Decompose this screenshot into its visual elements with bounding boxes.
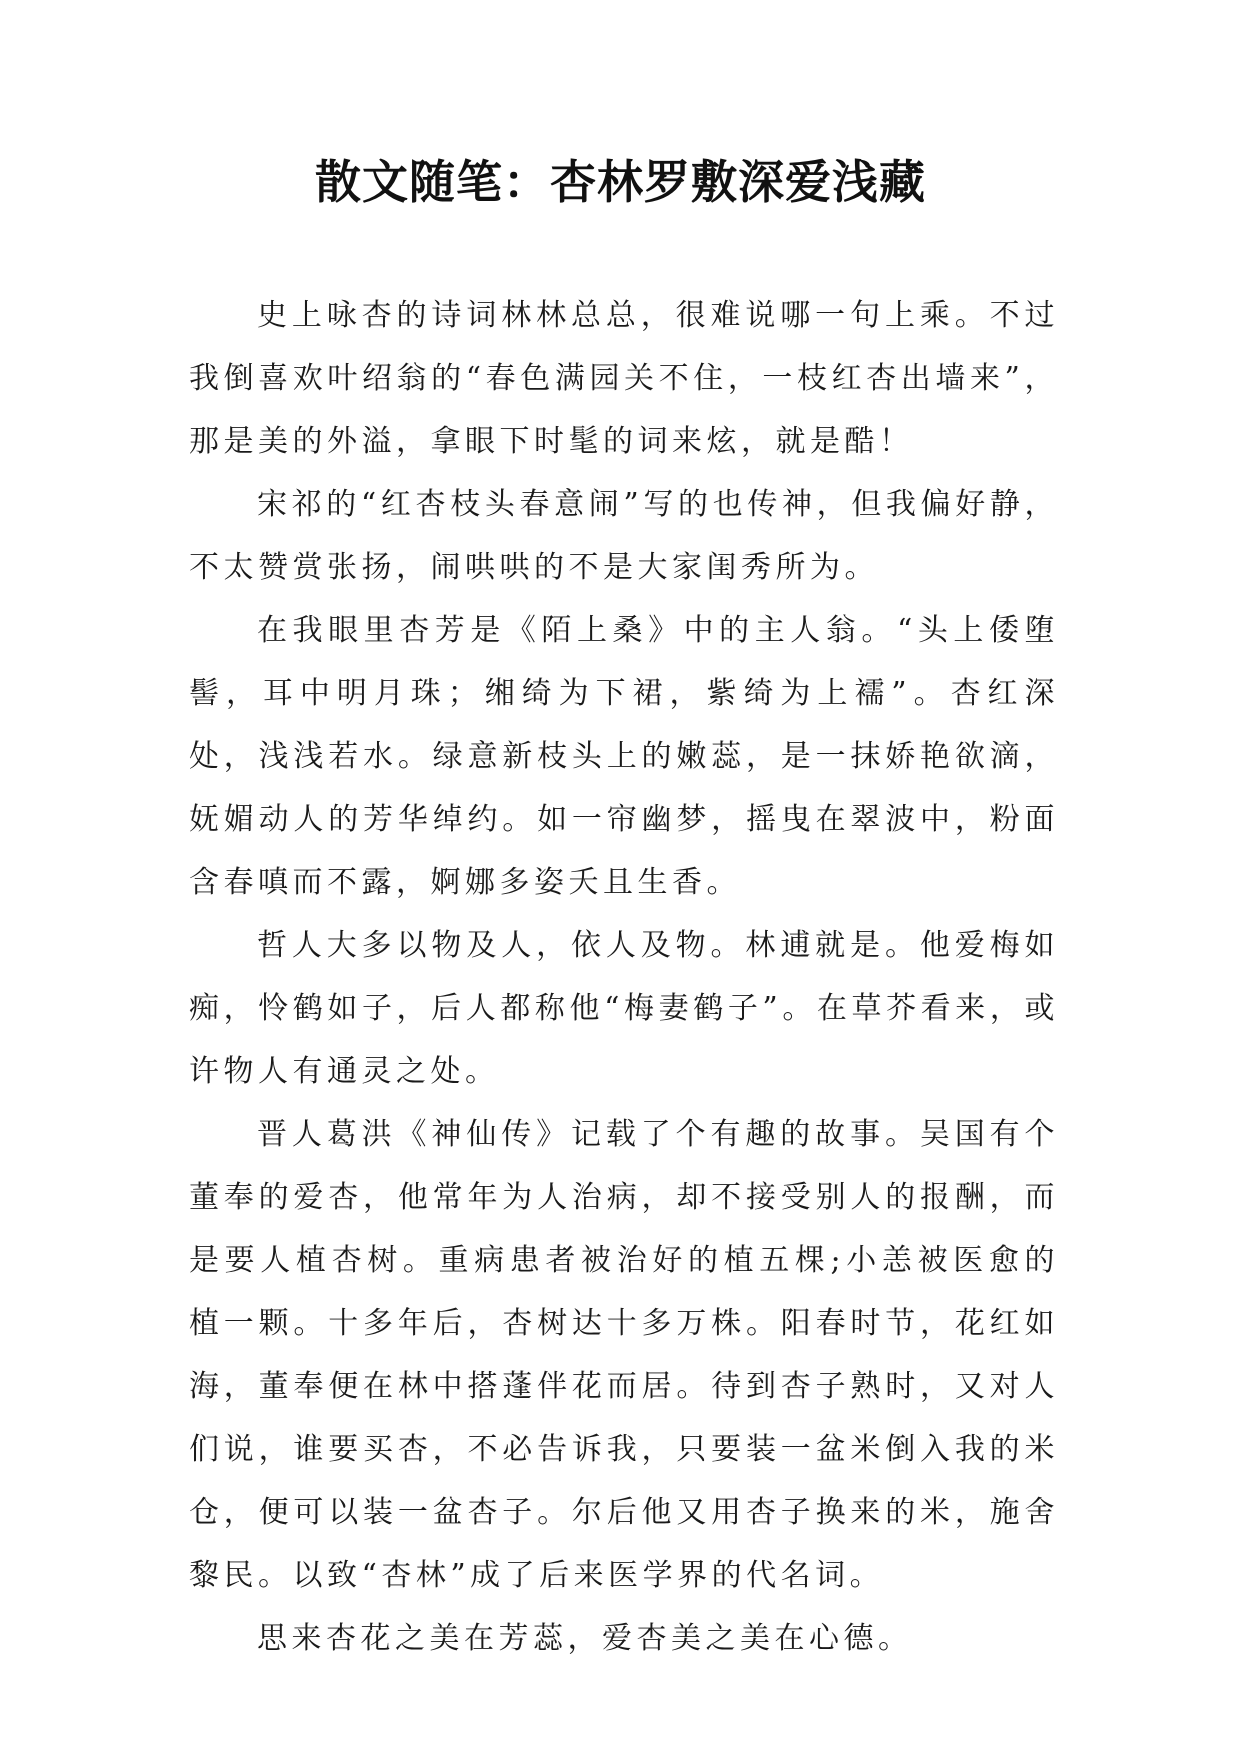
document-body xyxy=(189,284,1059,1670)
paragraph: 宋祁的“红杏枝头春意闹”写的也传神，但我偏好静，不太赞赏张扬，闹哄哄的不是大家闺秀所为。 xyxy=(189,487,1059,585)
paragraph: 史上咏杏的诗词林林总总，很难说哪一句上乘。不过我倒喜欢叶绍翁的“春色满园关不住，一枝红杏出墙来”，那是美的外溢，拿眼下时髦的词来炫，就是酷！ xyxy=(189,298,1059,459)
document-title: 散文随笔：杏林罗敷深爱浅藏 xyxy=(315,155,926,209)
paragraph: 思来杏花之美在芳蕊，爱杏美之美在心德。 xyxy=(257,1621,913,1656)
paragraph: 哲人大多以物及人，依人及物。林逋就是。他爱梅如痴，怜鹤如子，后人都称他“梅妻鹤子”。在草芥看来，或许物人有通灵之处。 xyxy=(189,928,1059,1089)
paragraph: 晋人葛洪《神仙传》记载了个有趣的故事。吴国有个董奉的爱杏，他常年为人治病，却不接受别人的报酬，而是要人植杏树。重病患者被治好的植五棵;小恙被医愈的植一颗。十多年后，杏树达十多万株。阳春时节，花红如海，董奉便在林中搭蓬伴花而居。待到杏子熟时，又对人们说，谁要买杏，不必告诉我，只要装一盆米倒入我的米仓，便可以装一盆杏子。尔后他又用杏子换来的米，施舍黎民。以致“杏林”成了后来医学界的代名词。 xyxy=(189,1117,1059,1593)
paragraph: 在我眼里杏芳是《陌上桑》中的主人翁。“头上倭堕髻，耳中明月珠；缃绮为下裙，紫绮为上襦”。杏红深处，浅浅若水。绿意新枝头上的嫩蕊，是一抹娇艳欲滴，妩媚动人的芳华绰约。如一帘幽梦，摇曳在翠波中，粉面含春嗔而不露，婀娜多姿夭且生香。 xyxy=(189,613,1059,900)
